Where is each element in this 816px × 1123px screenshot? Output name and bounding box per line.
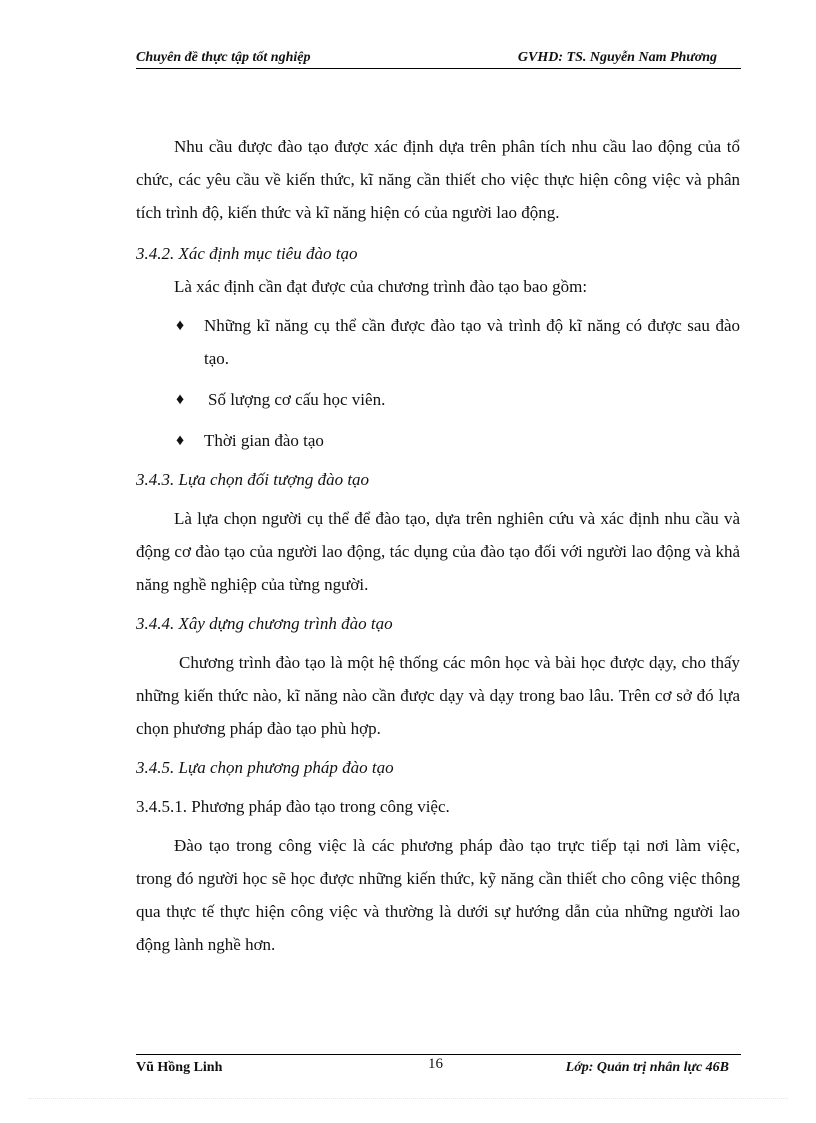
page-number: 16 <box>428 1056 443 1072</box>
page-content <box>136 130 740 961</box>
diamond-bullet-icon: ♦ <box>176 317 185 334</box>
paragraph-training-needs: Nhu cầu được đào tạo được xác định dựa trên phân tích nhu cầu lao động của tổ chức, các yêu cầu về kiến thức, kĩ năng cần thiết cho việc thực hiện công việc và phân tích trình độ, kiến thức và kĩ năng hiện có của người lao động. <box>136 137 740 222</box>
paragraph-program: Chương trình đào tạo là một hệ thống các môn học và bài học được dạy, cho thấy những kiến thức nào, kĩ năng nào cần được dạy và dạy trong bao lâu. Trên cơ sở đó lựa chọn phương pháp đào tạo phù hợp. <box>136 653 740 738</box>
list-item: ♦ Thời gian đào tạo <box>136 424 740 457</box>
heading-3-4-2: 3.4.2. Xác định mục tiêu đào tạo <box>136 244 358 263</box>
heading-3-4-5-1: 3.4.5.1. Phương pháp đào tạo trong công việc. <box>136 797 450 816</box>
footer-class: Lớp: Quản trị nhân lực 46B <box>565 1060 729 1075</box>
header-title: Chuyên đề thực tập tốt nghiệp <box>136 50 311 65</box>
page-header <box>136 50 741 69</box>
header-advisor: GVHD: TS. Nguyễn Nam Phương <box>517 50 717 65</box>
footer-author: Vũ Hồng Linh <box>136 1060 223 1075</box>
list-item: ♦ Những kĩ năng cụ thể cần được đào tạo và trình độ kĩ năng có được sau đào tạo. <box>136 309 740 375</box>
heading-3-4-5: 3.4.5. Lựa chọn phương pháp đào tạo <box>136 758 394 777</box>
objectives-list <box>136 309 740 457</box>
page-footer <box>136 1054 741 1077</box>
heading-3-4-3: 3.4.3. Lựa chọn đối tượng đào tạo <box>136 470 370 489</box>
paragraph-objectives: Là xác định cần đạt được của chương trình đào tạo bao gồm: <box>174 277 588 296</box>
heading-3-4-4: 3.4.4. Xây dựng chương trình đào tạo <box>136 614 393 633</box>
paragraph-select-trainees: Là lựa chọn người cụ thể để đào tạo, dựa trên nghiên cứu và xác định nhu cầu và động cơ đào tạo của người lao động, tác dụng của đào tạo đối với người lao động và khả năng nghề nghiệp của từng người. <box>136 509 740 594</box>
diamond-bullet-icon: ♦ <box>176 391 185 408</box>
page-edge-divider <box>28 1098 788 1099</box>
diamond-bullet-icon: ♦ <box>176 432 185 449</box>
paragraph-on-job-training: Đào tạo trong công việc là các phương pháp đào tạo trực tiếp tại nơi làm việc, trong đó người học sẽ học được những kiến thức, kỹ năng cần thiết cho công việc thông qua thực tế thực hiện công việc và thường là dưới sự hướng dẫn của những người lao động lành nghề hơn. <box>136 836 740 954</box>
list-item: ♦ Số lượng cơ cấu học viên. <box>136 383 740 416</box>
